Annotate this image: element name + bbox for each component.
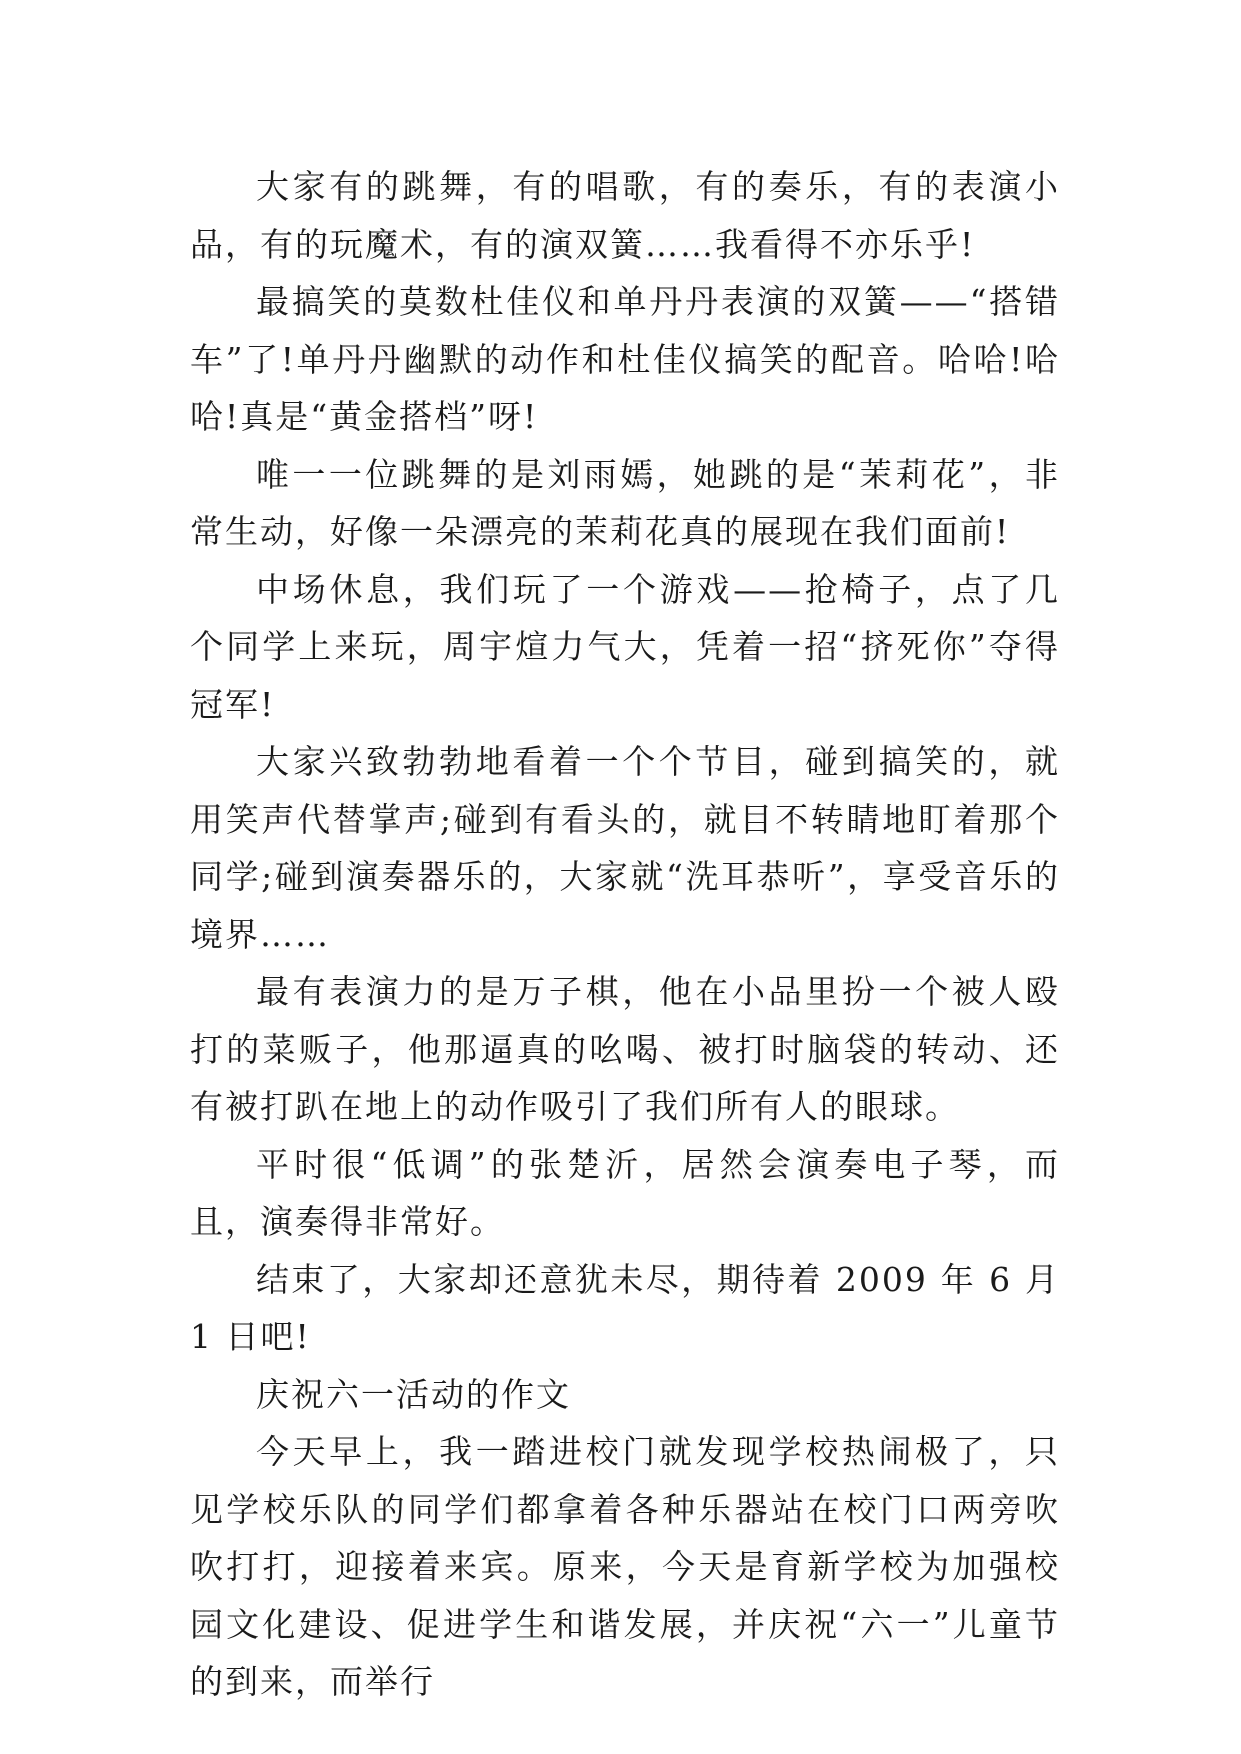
paragraph-1: 大家有的跳舞，有的唱歌，有的奏乐，有的表演小品，有的玩魔术，有的演双簧……我看得不亦乐乎! — [190, 167, 1060, 264]
paragraph-2: 最搞笑的莫数杜佳仪和单丹丹表演的双簧——“搭错车”了!单丹丹幽默的动作和杜佳仪搞笑的配音。哈哈!哈哈!真是“黄金搭档”呀! — [190, 282, 1060, 436]
paragraph-5: 大家兴致勃勃地看着一个个节目，碰到搞笑的，就用笑声代替掌声;碰到有看头的，就目不转睛地盯着那个同学;碰到演奏器乐的，大家就“洗耳恭听”，享受音乐的境界…… — [190, 742, 1060, 954]
paragraph-6: 最有表演力的是万子棋，他在小品里扮一个被人殴打的菜贩子，他那逼真的吆喝、被打时脑袋的转动、还有被打趴在地上的动作吸引了我们所有人的眼球。 — [190, 972, 1060, 1126]
paragraph-10: 今天早上，我一踏进校门就发现学校热闹极了，只见学校乐队的同学们都拿着各种乐器站在校门口两旁吹吹打打，迎接着来宾。原来，今天是育新学校为加强校园文化建设、促进学生和谐发展，并庆祝“六一”儿童节的到来，而举行 — [190, 1432, 1060, 1701]
paragraph-3: 唯一一位跳舞的是刘雨嫣，她跳的是“茉莉花”，非常生动，好像一朵漂亮的茉莉花真的展现在我们面前! — [190, 454, 1060, 551]
paragraph-4: 中场休息，我们玩了一个游戏——抢椅子，点了几个同学上来玩，周宇煊力气大，凭着一招“挤死你”夺得冠军! — [190, 569, 1060, 724]
document-body — [190, 158, 1060, 1711]
paragraph-7: 平时很“低调”的张楚沂，居然会演奏电子琴，而且，演奏得非常好。 — [190, 1144, 1060, 1241]
section-title: 庆祝六一活动的作文 — [256, 1374, 571, 1414]
paragraph-8: 结束了，大家却还意犹未尽，期待着 2009 年 6 月 1 日吧! — [190, 1259, 1060, 1356]
